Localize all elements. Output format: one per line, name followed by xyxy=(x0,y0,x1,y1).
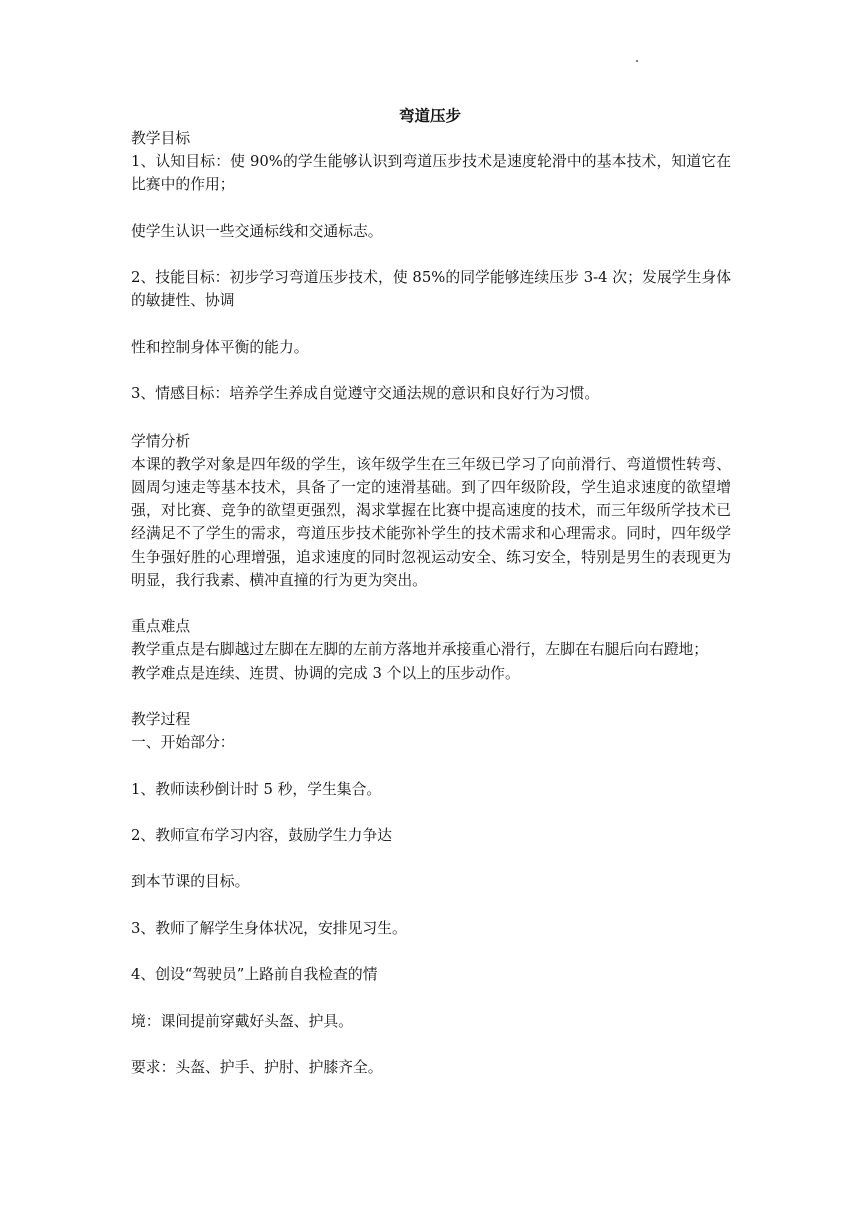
analysis-paragraph: 本课的教学对象是四年级的学生，该年级学生在三年级已学习了向前滑行、弯道惯性转弯、圆周匀速走等基本技术，具备了一定的速滑基础。到了四年级阶段，学生追求速度的欲望增强，对比赛、竞争的欲望更强烈，渴求掌握在比赛中提高速度的技术，而三年级所学技术已经满足不了学生的需求，弯道压步技术能弥补学生的技术需求和心理需求。同时，四年级学生争强好胜的心理增强，追求速度的同时忽视运动安全、练习安全，特别是男生的表现更为明显，我行我素、横冲直撞的行为更为突出。 xyxy=(131,455,731,589)
objective-emotion: 3、情感目标：培养学生养成自觉遵守交通法规的意识和良好行为习惯。 xyxy=(131,385,600,403)
key-point-focus: 教学重点是右脚越过左脚在左脚的左前方落地并承接重心滑行，左脚在右腿后向右蹬地； xyxy=(131,641,709,659)
page-dot xyxy=(636,60,638,62)
process-step-4: 4、创设“驾驶员”上路前自我检查的情 xyxy=(131,966,378,984)
section-heading-objectives: 教学目标 xyxy=(131,130,191,147)
section-heading-key-points: 重点难点 xyxy=(131,618,191,636)
section-heading-analysis: 学情分析 xyxy=(131,432,191,450)
objective-skill: 2、技能目标：初步学习弯道压步技术，使 85%的同学能够连续压步 3-4 次；发展学生身体的敏捷性、协调 xyxy=(131,269,731,310)
process-step-4-continued: 境：课间提前穿戴好头盔、护具。 xyxy=(131,1012,353,1030)
process-requirement: 要求：头盔、护手、护肘、护膝齐全。 xyxy=(131,1058,383,1076)
document-body xyxy=(131,127,731,1079)
objective-cognitive: 1、认知目标：使 90%的学生能够认识到弯道压步技术是速度轮滑中的基本技术，知道它在比赛中的作用； xyxy=(131,153,731,194)
process-step-1: 1、教师读秒倒计时 5 秒，学生集合。 xyxy=(131,780,382,798)
process-step-2-continued: 到本节课的目标。 xyxy=(131,873,250,891)
objective-skill-continued: 性和控制身体平衡的能力。 xyxy=(131,338,309,356)
key-point-difficulty: 教学难点是连续、连贯、协调的完成 3 个以上的压步动作。 xyxy=(131,664,520,682)
process-step-2: 2、教师宣布学习内容，鼓励学生力争达 xyxy=(131,826,392,844)
process-step-3: 3、教师了解学生身体状况，安排见习生。 xyxy=(131,919,407,937)
process-part-one: 一、开始部分： xyxy=(131,734,235,752)
document-title: 弯道压步 xyxy=(398,107,461,125)
objective-traffic: 使学生认识一些交通标线和交通标志。 xyxy=(131,222,383,240)
section-heading-process: 教学过程 xyxy=(131,710,191,728)
